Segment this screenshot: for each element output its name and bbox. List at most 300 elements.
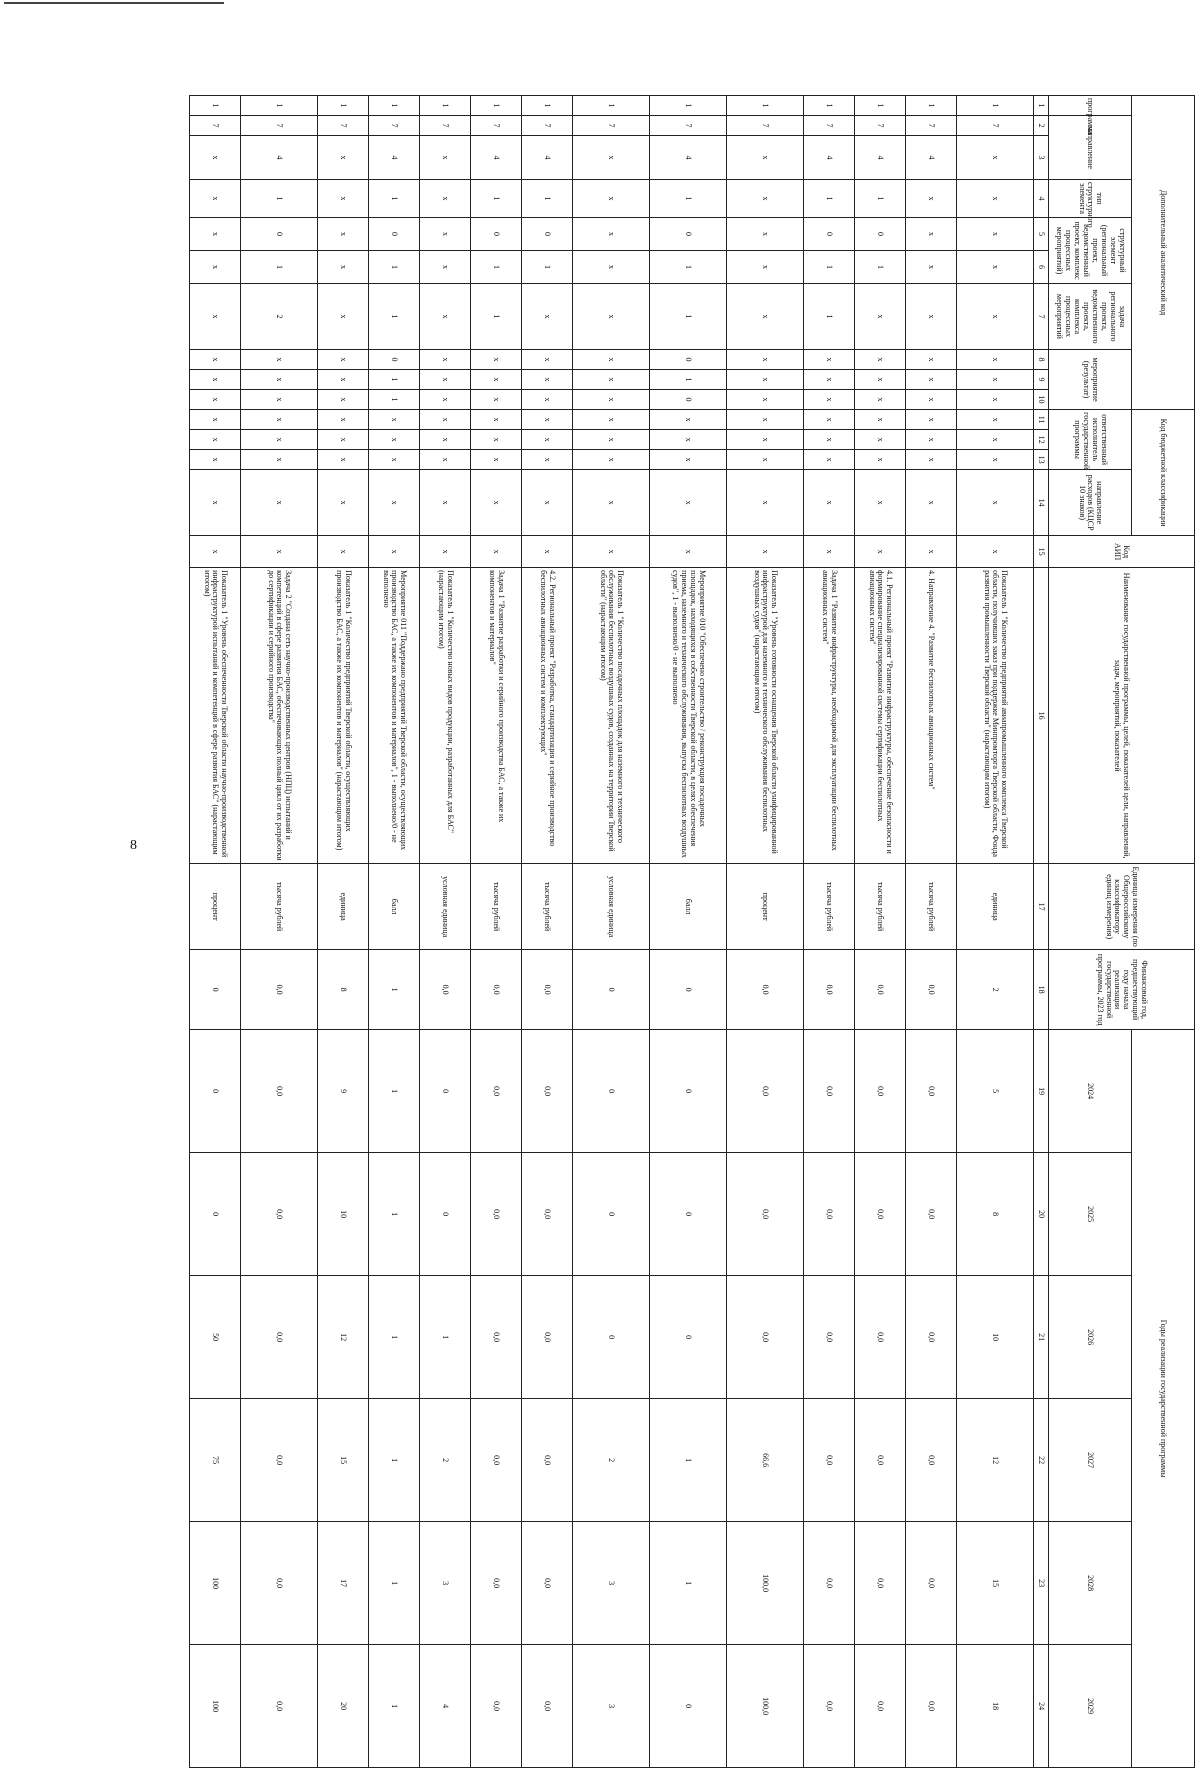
- column-number-cell: 18: [1034, 950, 1049, 1030]
- code-cell: x: [369, 470, 420, 536]
- row-name-cell: Показатель 1 "Количество предприятий авиапромышленного комплекса Тверской области, получивших заказ при поддержке Минпромторга Тверской области, Фонда развития промышленности Тверской области" (нарастающим итогом): [957, 568, 1034, 864]
- year-value-cell: 0,0: [906, 1153, 957, 1276]
- row-name-cell: Задача 1 "Развитие разработки и серийного производства БАС, а также их компонентов и материалов": [471, 568, 522, 864]
- code-cell: x: [420, 218, 471, 251]
- code-cell: x: [804, 470, 855, 536]
- base-year-value-cell: 0: [190, 950, 241, 1030]
- code-cell: 1: [241, 251, 318, 284]
- code-cell: x: [727, 370, 804, 390]
- code-cell: x: [471, 536, 522, 568]
- row-name-cell: Мероприятие 010 "Обеспечено строительство / реконструкция посадочных площадок, находящихся в собственности Тверской области, в целях обеспечения приема, наземного и технического обслуживания, выпуска беспилотных воздушных судов", 1 - выполнено/0 - не выполнено: [650, 568, 727, 864]
- base-year-value-cell: 2: [957, 950, 1034, 1030]
- code-cell: x: [190, 430, 241, 450]
- code-cell: 1: [650, 180, 727, 218]
- year-value-cell: 1: [369, 1276, 420, 1399]
- code-cell: x: [241, 410, 318, 430]
- year-value-cell: 0,0: [855, 1645, 906, 1768]
- base-year-value-cell: 0,0: [241, 950, 318, 1030]
- code-cell: x: [957, 180, 1034, 218]
- year-value-cell: 0,0: [855, 1522, 906, 1645]
- code-cell: 1: [369, 251, 420, 284]
- table-row: [906, 96, 957, 1768]
- code-cell: 1: [650, 96, 727, 116]
- code-cell: x: [318, 470, 369, 536]
- code-cell: 1: [369, 390, 420, 410]
- code-cell: x: [906, 251, 957, 284]
- code-cell: x: [906, 350, 957, 370]
- code-cell: 0: [650, 350, 727, 370]
- unit-cell: тысяча рублей: [241, 864, 318, 950]
- row-name-cell: Показатель 1 "Количество посадочных площадок для наземного и технического обслуживания беспилотных воздушных судов, созданных на территории Тверской области" (нарастающим итогом): [573, 568, 650, 864]
- year-value-cell: 0: [650, 1153, 727, 1276]
- year-value-cell: 1: [369, 1645, 420, 1768]
- code-cell: x: [573, 450, 650, 470]
- year-value-cell: 0,0: [522, 1153, 573, 1276]
- year-value-cell: 0,0: [906, 1399, 957, 1522]
- code-cell: 0: [804, 218, 855, 251]
- code-cell: x: [650, 450, 727, 470]
- header-fin-year: Финансовый год, предшествующий году начала реализации государственной программы, 2023 год: [1049, 950, 1195, 1030]
- unit-cell: условная единица: [420, 864, 471, 950]
- code-cell: x: [855, 536, 906, 568]
- year-value-cell: 0,0: [906, 1645, 957, 1768]
- code-cell: x: [471, 370, 522, 390]
- year-value-cell: 0,0: [471, 1399, 522, 1522]
- code-cell: x: [727, 218, 804, 251]
- code-cell: x: [190, 218, 241, 251]
- code-cell: x: [190, 470, 241, 536]
- page-number: 8: [130, 838, 137, 853]
- year-value-cell: 66,6: [727, 1399, 804, 1522]
- code-cell: x: [727, 350, 804, 370]
- year-value-cell: 0: [573, 1276, 650, 1399]
- code-cell: x: [727, 410, 804, 430]
- code-cell: 0: [369, 350, 420, 370]
- code-cell: 0: [471, 218, 522, 251]
- header-tip: тип структурного элемента: [1049, 180, 1132, 218]
- code-cell: x: [241, 536, 318, 568]
- year-value-cell: 1: [420, 1276, 471, 1399]
- code-cell: 7: [727, 116, 804, 136]
- code-cell: 7: [369, 116, 420, 136]
- column-number-cell: 20: [1034, 1153, 1049, 1276]
- table-row: [522, 96, 573, 1768]
- row-name-cell: Показатель 1 "Уровень обеспеченности Тверской области научно-производственной инфраструктурой испытаний и компетенций в сфере развития БАС" (нарастающим итогом): [190, 568, 241, 864]
- unit-cell: балл: [369, 864, 420, 950]
- code-cell: x: [804, 430, 855, 450]
- code-cell: x: [522, 370, 573, 390]
- year-value-cell: 0,0: [241, 1276, 318, 1399]
- code-cell: x: [855, 284, 906, 350]
- code-cell: x: [420, 390, 471, 410]
- header-year-2024: 2024: [1049, 1030, 1132, 1153]
- code-cell: x: [727, 430, 804, 450]
- year-value-cell: 100: [190, 1645, 241, 1768]
- code-cell: x: [573, 284, 650, 350]
- code-cell: x: [522, 350, 573, 370]
- code-cell: x: [957, 350, 1034, 370]
- row-name-cell: Показатель 1 "Уровень готовности оснащения Тверской области унифицированной инфраструктурой для наземного и технического обслуживания беспилотных воздушных судов" (нарастающим итогом): [727, 568, 804, 864]
- code-cell: 1: [318, 96, 369, 116]
- header-years-group: Годы реализации государственной программы: [1132, 1030, 1195, 1768]
- unit-cell: процент: [190, 864, 241, 950]
- header-resp: ответственный исполнитель государственной программы: [1049, 410, 1132, 470]
- year-value-cell: 3: [573, 1645, 650, 1768]
- year-value-cell: 0: [573, 1030, 650, 1153]
- code-cell: x: [573, 251, 650, 284]
- code-cell: x: [727, 180, 804, 218]
- code-cell: x: [573, 390, 650, 410]
- year-value-cell: 0,0: [241, 1645, 318, 1768]
- code-cell: x: [471, 470, 522, 536]
- column-number-row: [1034, 96, 1049, 1768]
- year-value-cell: 0,0: [855, 1030, 906, 1153]
- code-cell: x: [420, 284, 471, 350]
- code-cell: x: [957, 284, 1034, 350]
- year-value-cell: 0,0: [471, 1030, 522, 1153]
- year-value-cell: 0,0: [855, 1153, 906, 1276]
- code-cell: x: [804, 370, 855, 390]
- code-cell: x: [855, 390, 906, 410]
- code-cell: x: [318, 410, 369, 430]
- year-value-cell: 15: [318, 1399, 369, 1522]
- code-cell: x: [522, 450, 573, 470]
- code-cell: x: [804, 390, 855, 410]
- code-cell: x: [369, 410, 420, 430]
- year-value-cell: 0: [650, 1030, 727, 1153]
- year-value-cell: 8: [957, 1153, 1034, 1276]
- unit-cell: тысяча рублей: [855, 864, 906, 950]
- code-cell: x: [190, 370, 241, 390]
- code-cell: x: [573, 470, 650, 536]
- code-cell: x: [420, 430, 471, 450]
- year-value-cell: 0: [420, 1030, 471, 1153]
- code-cell: x: [573, 350, 650, 370]
- year-value-cell: 1: [369, 1030, 420, 1153]
- code-cell: 7: [906, 116, 957, 136]
- base-year-value-cell: 0,0: [804, 950, 855, 1030]
- code-cell: 1: [471, 284, 522, 350]
- code-cell: x: [318, 251, 369, 284]
- code-cell: 7: [241, 116, 318, 136]
- code-cell: x: [957, 251, 1034, 284]
- year-value-cell: 2: [573, 1399, 650, 1522]
- code-cell: 0: [522, 218, 573, 251]
- code-cell: x: [522, 410, 573, 430]
- base-year-value-cell: 0: [650, 950, 727, 1030]
- code-cell: x: [957, 430, 1034, 450]
- code-cell: x: [906, 430, 957, 450]
- code-cell: 1: [369, 284, 420, 350]
- year-value-cell: 0,0: [906, 1522, 957, 1645]
- code-cell: x: [804, 536, 855, 568]
- table-row: [804, 96, 855, 1768]
- column-number-cell: 14: [1034, 470, 1049, 536]
- code-cell: 1: [471, 180, 522, 218]
- year-value-cell: 0,0: [855, 1276, 906, 1399]
- year-value-cell: 0: [190, 1030, 241, 1153]
- code-cell: x: [190, 180, 241, 218]
- code-cell: x: [522, 536, 573, 568]
- code-cell: 1: [855, 251, 906, 284]
- code-cell: 2: [241, 284, 318, 350]
- code-cell: 7: [650, 116, 727, 136]
- year-value-cell: 0,0: [522, 1522, 573, 1645]
- code-cell: 1: [804, 251, 855, 284]
- code-cell: x: [420, 470, 471, 536]
- code-cell: 1: [855, 96, 906, 116]
- code-cell: 1: [241, 180, 318, 218]
- column-number-cell: 19: [1034, 1030, 1049, 1153]
- unit-cell: единица: [318, 864, 369, 950]
- code-cell: x: [855, 370, 906, 390]
- column-number-cell: 16: [1034, 568, 1049, 864]
- base-year-value-cell: 0,0: [522, 950, 573, 1030]
- year-value-cell: 0,0: [855, 1399, 906, 1522]
- base-year-value-cell: 1: [369, 950, 420, 1030]
- code-cell: 1: [369, 96, 420, 116]
- year-value-cell: 20: [318, 1645, 369, 1768]
- year-value-cell: 0,0: [241, 1522, 318, 1645]
- header-dop-code: Дополнительный аналитический код: [1132, 96, 1195, 410]
- code-cell: x: [420, 410, 471, 430]
- code-cell: 1: [855, 180, 906, 218]
- code-cell: x: [906, 390, 957, 410]
- code-cell: 1: [241, 96, 318, 116]
- code-cell: x: [420, 136, 471, 180]
- year-value-cell: 0,0: [804, 1276, 855, 1399]
- code-cell: 1: [471, 251, 522, 284]
- code-cell: x: [727, 136, 804, 180]
- column-number-cell: 7: [1034, 284, 1049, 350]
- code-cell: x: [369, 450, 420, 470]
- code-cell: x: [318, 350, 369, 370]
- code-cell: x: [420, 180, 471, 218]
- year-value-cell: 0,0: [804, 1153, 855, 1276]
- column-number-cell: 17: [1034, 864, 1049, 950]
- base-year-value-cell: 0,0: [420, 950, 471, 1030]
- code-cell: x: [420, 370, 471, 390]
- code-cell: x: [190, 390, 241, 410]
- column-number-cell: 4: [1034, 180, 1049, 218]
- header-unit: Единица измерения (по Общероссийскому классификатору единиц измерения): [1049, 864, 1195, 950]
- code-cell: x: [906, 470, 957, 536]
- code-cell: 0: [241, 218, 318, 251]
- year-value-cell: 0: [573, 1153, 650, 1276]
- base-year-value-cell: 8: [318, 950, 369, 1030]
- code-cell: x: [573, 430, 650, 450]
- unit-cell: тысяча рублей: [906, 864, 957, 950]
- row-name-cell: Показатель 1 "Количество предприятий Тверской области, осуществляющих производство БАС, а также их компонентов и материалов" (нарастающим итогом): [318, 568, 369, 864]
- year-value-cell: 0,0: [471, 1645, 522, 1768]
- year-value-cell: 100,0: [727, 1522, 804, 1645]
- code-cell: x: [957, 470, 1034, 536]
- base-year-value-cell: 0,0: [471, 950, 522, 1030]
- table-row: [855, 96, 906, 1768]
- code-cell: x: [906, 284, 957, 350]
- code-cell: 1: [650, 251, 727, 284]
- code-cell: x: [804, 410, 855, 430]
- column-number-cell: 11: [1034, 410, 1049, 430]
- header-event: мероприятие (результат): [1049, 350, 1132, 410]
- year-value-cell: 0,0: [804, 1645, 855, 1768]
- code-cell: x: [318, 284, 369, 350]
- code-cell: 7: [573, 116, 650, 136]
- scan-edge-mark: [4, 2, 224, 10]
- year-value-cell: 3: [420, 1522, 471, 1645]
- code-cell: 1: [522, 180, 573, 218]
- code-cell: x: [190, 251, 241, 284]
- code-cell: 7: [318, 116, 369, 136]
- code-cell: 0: [650, 390, 727, 410]
- code-cell: x: [318, 370, 369, 390]
- header-budget-code: Код бюджетной классификации: [1132, 410, 1195, 536]
- year-value-cell: 10: [318, 1153, 369, 1276]
- year-value-cell: 0,0: [906, 1276, 957, 1399]
- code-cell: x: [318, 218, 369, 251]
- code-cell: x: [522, 284, 573, 350]
- year-value-cell: 18: [957, 1645, 1034, 1768]
- code-cell: x: [727, 450, 804, 470]
- code-cell: x: [318, 390, 369, 410]
- year-value-cell: 4: [420, 1645, 471, 1768]
- year-value-cell: 1: [369, 1399, 420, 1522]
- code-cell: x: [241, 370, 318, 390]
- code-cell: x: [190, 284, 241, 350]
- year-value-cell: 12: [318, 1276, 369, 1399]
- code-cell: 4: [369, 136, 420, 180]
- column-number-cell: 15: [1034, 536, 1049, 568]
- code-cell: 7: [471, 116, 522, 136]
- year-value-cell: 2: [420, 1399, 471, 1522]
- code-cell: x: [471, 390, 522, 410]
- code-cell: x: [957, 136, 1034, 180]
- base-year-value-cell: 0,0: [855, 950, 906, 1030]
- year-value-cell: 0,0: [522, 1276, 573, 1399]
- year-value-cell: 0,0: [241, 1399, 318, 1522]
- base-year-value-cell: 0,0: [906, 950, 957, 1030]
- base-year-value-cell: 0,0: [727, 950, 804, 1030]
- code-cell: x: [522, 390, 573, 410]
- row-name-cell: Показатель 1 "Количество новых видов продукции, разработанных для БАС" (нарастающим итогом): [420, 568, 471, 864]
- year-value-cell: 10: [957, 1276, 1034, 1399]
- code-cell: 1: [804, 96, 855, 116]
- code-cell: x: [190, 536, 241, 568]
- code-cell: x: [420, 536, 471, 568]
- column-number-cell: 22: [1034, 1399, 1049, 1522]
- code-cell: x: [906, 218, 957, 251]
- code-cell: x: [369, 536, 420, 568]
- code-cell: x: [650, 430, 727, 450]
- code-cell: x: [957, 450, 1034, 470]
- year-value-cell: 1: [369, 1522, 420, 1645]
- year-value-cell: 12: [957, 1399, 1034, 1522]
- code-cell: x: [573, 136, 650, 180]
- code-cell: x: [906, 410, 957, 430]
- row-name-cell: Задача 1 "Развитие инфраструктуры, необходимой для эксплуатации беспилотных авиационных систем": [804, 568, 855, 864]
- code-cell: x: [241, 470, 318, 536]
- year-value-cell: 0,0: [522, 1645, 573, 1768]
- unit-cell: тысяча рублей: [804, 864, 855, 950]
- code-cell: x: [957, 390, 1034, 410]
- row-name-cell: Задача 2 "Создана сеть научно-производственных центров (НПЦ) испытаний и компетенций в сфере развития БАС, обеспечивающих полный цикл от их разработки до сертификации и серийного производства": [241, 568, 318, 864]
- code-cell: x: [420, 450, 471, 470]
- header-struct: структурный элемент (региональный проект, ведомственный проект, комплекс процессных мероприятий): [1049, 218, 1132, 284]
- code-cell: x: [727, 390, 804, 410]
- table-row: [573, 96, 650, 1768]
- table-row: [471, 96, 522, 1768]
- code-cell: 4: [650, 136, 727, 180]
- column-number-cell: 21: [1034, 1276, 1049, 1399]
- code-cell: x: [906, 536, 957, 568]
- column-number-cell: 3: [1034, 136, 1049, 180]
- header-napr: направление: [1049, 116, 1132, 180]
- header-prog: программа: [1049, 96, 1132, 116]
- code-cell: x: [420, 251, 471, 284]
- year-value-cell: 1: [650, 1399, 727, 1522]
- code-cell: 4: [471, 136, 522, 180]
- year-value-cell: 50: [190, 1276, 241, 1399]
- table-row: [650, 96, 727, 1768]
- code-cell: 1: [727, 96, 804, 116]
- code-cell: x: [957, 370, 1034, 390]
- year-value-cell: 9: [318, 1030, 369, 1153]
- column-number-cell: 23: [1034, 1522, 1049, 1645]
- table-row: [727, 96, 804, 1768]
- code-cell: x: [573, 410, 650, 430]
- code-cell: x: [318, 450, 369, 470]
- year-value-cell: 15: [957, 1522, 1034, 1645]
- code-cell: x: [855, 430, 906, 450]
- code-cell: 1: [369, 180, 420, 218]
- code-cell: 1: [420, 96, 471, 116]
- code-cell: 0: [855, 218, 906, 251]
- rotated-table-wrapper: [160, 95, 1195, 1716]
- header-year-2027: 2027: [1049, 1399, 1132, 1522]
- column-number-cell: 8: [1034, 350, 1049, 370]
- row-name-cell: 4.2. Региональный проект "Разработка, стандартизация и серийное производство беспилотных авиационных систем и комплектующих": [522, 568, 573, 864]
- unit-cell: балл: [650, 864, 727, 950]
- code-cell: 1: [190, 96, 241, 116]
- column-number-cell: 12: [1034, 430, 1049, 450]
- year-value-cell: 0: [190, 1153, 241, 1276]
- code-cell: x: [573, 180, 650, 218]
- code-cell: x: [727, 251, 804, 284]
- year-value-cell: 100,0: [727, 1645, 804, 1768]
- unit-cell: тысяча рублей: [522, 864, 573, 950]
- code-cell: x: [471, 450, 522, 470]
- year-value-cell: 0,0: [522, 1030, 573, 1153]
- code-cell: 1: [650, 370, 727, 390]
- year-value-cell: 0,0: [727, 1030, 804, 1153]
- column-number-cell: 9: [1034, 370, 1049, 390]
- table-row: [420, 96, 471, 1768]
- code-cell: x: [522, 430, 573, 450]
- code-cell: x: [241, 430, 318, 450]
- code-cell: 1: [369, 370, 420, 390]
- code-cell: 7: [855, 116, 906, 136]
- column-number-cell: 13: [1034, 450, 1049, 470]
- code-cell: x: [573, 536, 650, 568]
- code-cell: 4: [855, 136, 906, 180]
- code-cell: x: [906, 180, 957, 218]
- year-value-cell: 100: [190, 1522, 241, 1645]
- code-cell: x: [573, 370, 650, 390]
- code-cell: x: [957, 218, 1034, 251]
- year-value-cell: 0,0: [471, 1153, 522, 1276]
- year-value-cell: 0,0: [804, 1399, 855, 1522]
- code-cell: 4: [522, 136, 573, 180]
